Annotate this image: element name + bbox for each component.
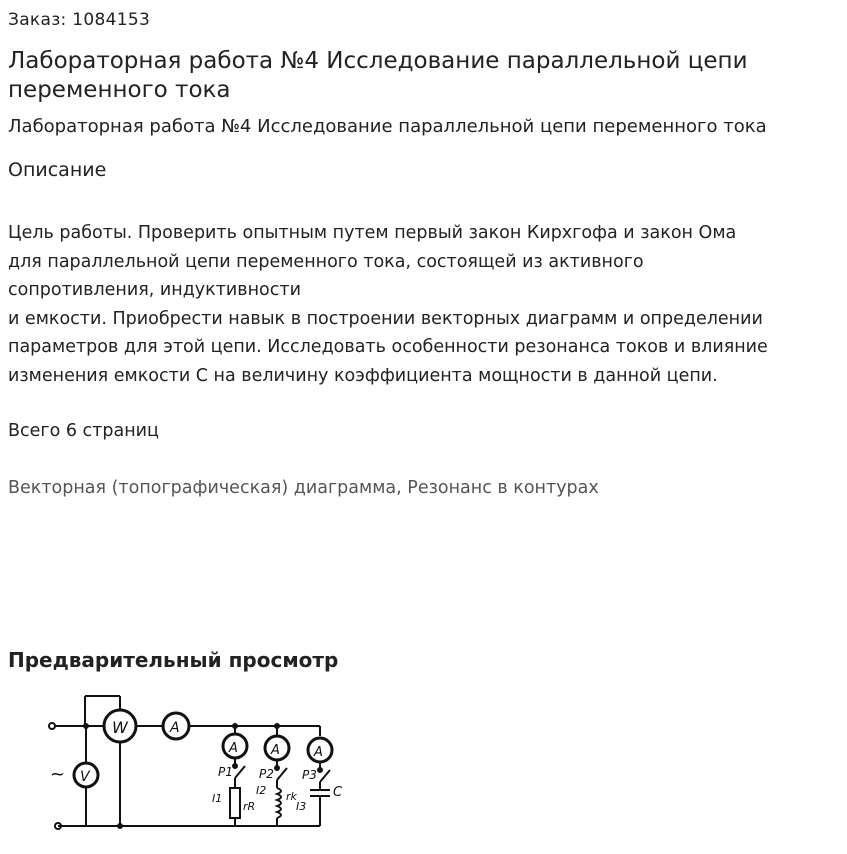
work-subtitle: Лабораторная работа №4 Исследование параллельной цепи переменного тока	[8, 116, 767, 137]
description-text	[8, 219, 843, 391]
current-label-2: I2	[256, 784, 267, 797]
description-line: сопротивления, индуктивности	[8, 280, 301, 301]
description-line: и емкости. Приобрести навык в построении векторных диаграмм и определении	[8, 308, 763, 329]
order-number: Заказ: 1084153	[8, 10, 151, 30]
svg-text:P1: P1	[218, 765, 233, 779]
wattmeter-icon	[104, 710, 136, 742]
tag-separator: ,	[396, 478, 408, 498]
tag-link-resonance[interactable]: Резонанс в контурах	[407, 478, 599, 498]
description-line: изменения емкости С на величину коэффициента мощности в данной цепи.	[8, 365, 718, 386]
inductor-icon	[277, 788, 298, 818]
svg-text:V: V	[80, 769, 90, 785]
ammeter-branch-1-icon	[223, 734, 247, 758]
preview-heading: Предварительный просмотр	[8, 648, 339, 672]
description-heading: Описание	[8, 159, 107, 181]
description-line: для параллельной цепи переменного тока, состоящей из активного	[8, 251, 644, 272]
ammeter-main-icon	[163, 713, 189, 739]
switch-1-icon	[218, 764, 245, 779]
svg-text:A: A	[229, 741, 238, 756]
circuit-schematic-image	[40, 688, 360, 838]
current-label-3: I3	[296, 800, 307, 813]
svg-text:A: A	[170, 720, 180, 736]
switch-3-icon	[302, 768, 330, 782]
resistor-icon	[230, 788, 255, 818]
description-line: Цель работы. Проверить опытным путем первый закон Кирхгофа и закон Ома	[8, 223, 737, 243]
capacitor-icon	[310, 785, 343, 800]
ammeter-branch-2-icon	[265, 736, 289, 760]
svg-text:A: A	[271, 743, 280, 758]
page-title: Лабораторная работа №4 Исследование параллельной цепи переменного тока	[8, 48, 748, 103]
svg-text:rk: rk	[286, 790, 297, 803]
current-label-1: I1	[212, 792, 223, 805]
svg-text:P3: P3	[302, 768, 317, 782]
svg-text:P2: P2	[259, 767, 274, 781]
ac-source-symbol: ~	[50, 764, 66, 785]
svg-text:A: A	[314, 745, 323, 760]
terminal-top-icon	[49, 723, 55, 729]
switch-2-icon	[259, 766, 287, 781]
voltmeter-icon	[74, 763, 98, 787]
tag-link-vector-diagram[interactable]: Векторная (топографическая) диаграмма	[8, 478, 397, 498]
svg-text:C: C	[333, 785, 343, 800]
svg-text:rR: rR	[243, 800, 256, 813]
ammeter-branch-3-icon	[308, 738, 332, 762]
svg-text:W: W	[112, 718, 128, 737]
tag-list	[8, 478, 599, 498]
page-count: Всего 6 страниц	[8, 421, 159, 441]
description-line: параметров для этой цепи. Исследовать особенности резонанса токов и влияние	[8, 337, 768, 358]
